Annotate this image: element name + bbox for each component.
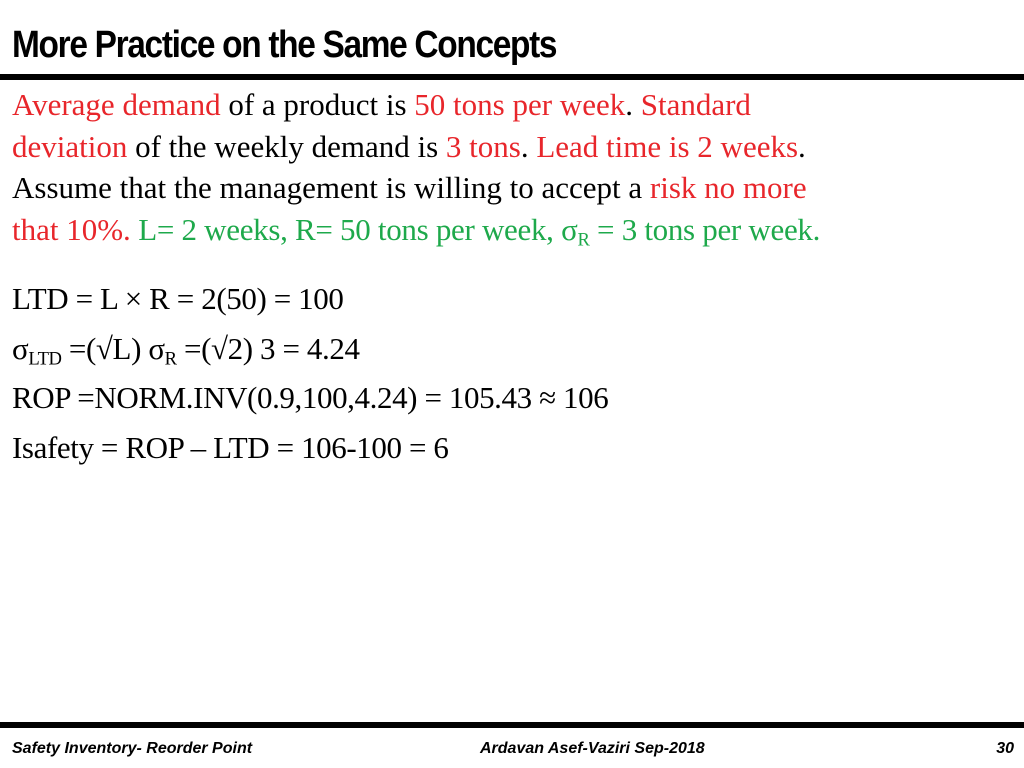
problem-text: of a product is <box>220 87 415 122</box>
given-values-text: L= 2 weeks, R= 50 tons per week, σ <box>130 211 578 247</box>
value-demand: 50 tons per week <box>414 87 626 122</box>
term-lead-time: Lead time is 2 weeks <box>536 128 799 164</box>
term-risk: risk no more <box>649 170 807 205</box>
problem-line-3 <box>12 167 1017 209</box>
problem-text: Assume that the management is willing to accept a <box>12 170 650 205</box>
sigma-text: =(√L) σ <box>61 330 165 366</box>
page-number: 30 <box>996 740 1014 757</box>
subscript-r: R <box>577 229 590 251</box>
subscript-ltd: LTD <box>28 348 62 370</box>
ltd-equation: LTD = L × R = 2(50) = 100 <box>12 281 344 316</box>
slide-title: More Practice on the Same Concepts <box>12 24 557 66</box>
footer-divider <box>0 722 1024 728</box>
problem-statement <box>12 84 1017 250</box>
subscript-r: R <box>164 348 177 370</box>
problem-text: . <box>520 128 537 164</box>
title-divider <box>0 74 1024 80</box>
term-risk-value: that 10%. <box>12 211 131 247</box>
problem-text: . <box>798 128 806 164</box>
footer-author-date: Ardavan Asef-Vaziri Sep-2018 <box>480 740 705 757</box>
term-deviation: deviation <box>12 128 128 164</box>
term-average-demand: Average demand <box>12 87 221 122</box>
problem-text: of the weekly demand is <box>127 128 446 164</box>
isafety-equation: Isafety = ROP – LTD = 106-100 = 6 <box>12 429 449 465</box>
problem-line-4 <box>12 209 1017 251</box>
problem-line-1 <box>12 84 1017 126</box>
problem-text: . <box>625 87 641 122</box>
sigma-symbol: σ <box>12 330 29 366</box>
solution-work <box>12 274 608 472</box>
sigma-text: =(√2) 3 = 4.24 <box>176 330 360 366</box>
footer-topic: Safety Inventory- Reorder Point <box>12 740 253 757</box>
value-std-dev: 3 tons <box>445 128 521 164</box>
rop-equation: ROP =NORM.INV(0.9,100,4.24) = 105.43 ≈ 106 <box>12 380 609 415</box>
given-values <box>130 211 821 251</box>
sigma-ltd-equation <box>12 324 608 374</box>
given-values-text: = 3 tons per week. <box>589 211 821 247</box>
problem-line-2 <box>12 126 1017 168</box>
term-standard: Standard <box>640 87 751 122</box>
